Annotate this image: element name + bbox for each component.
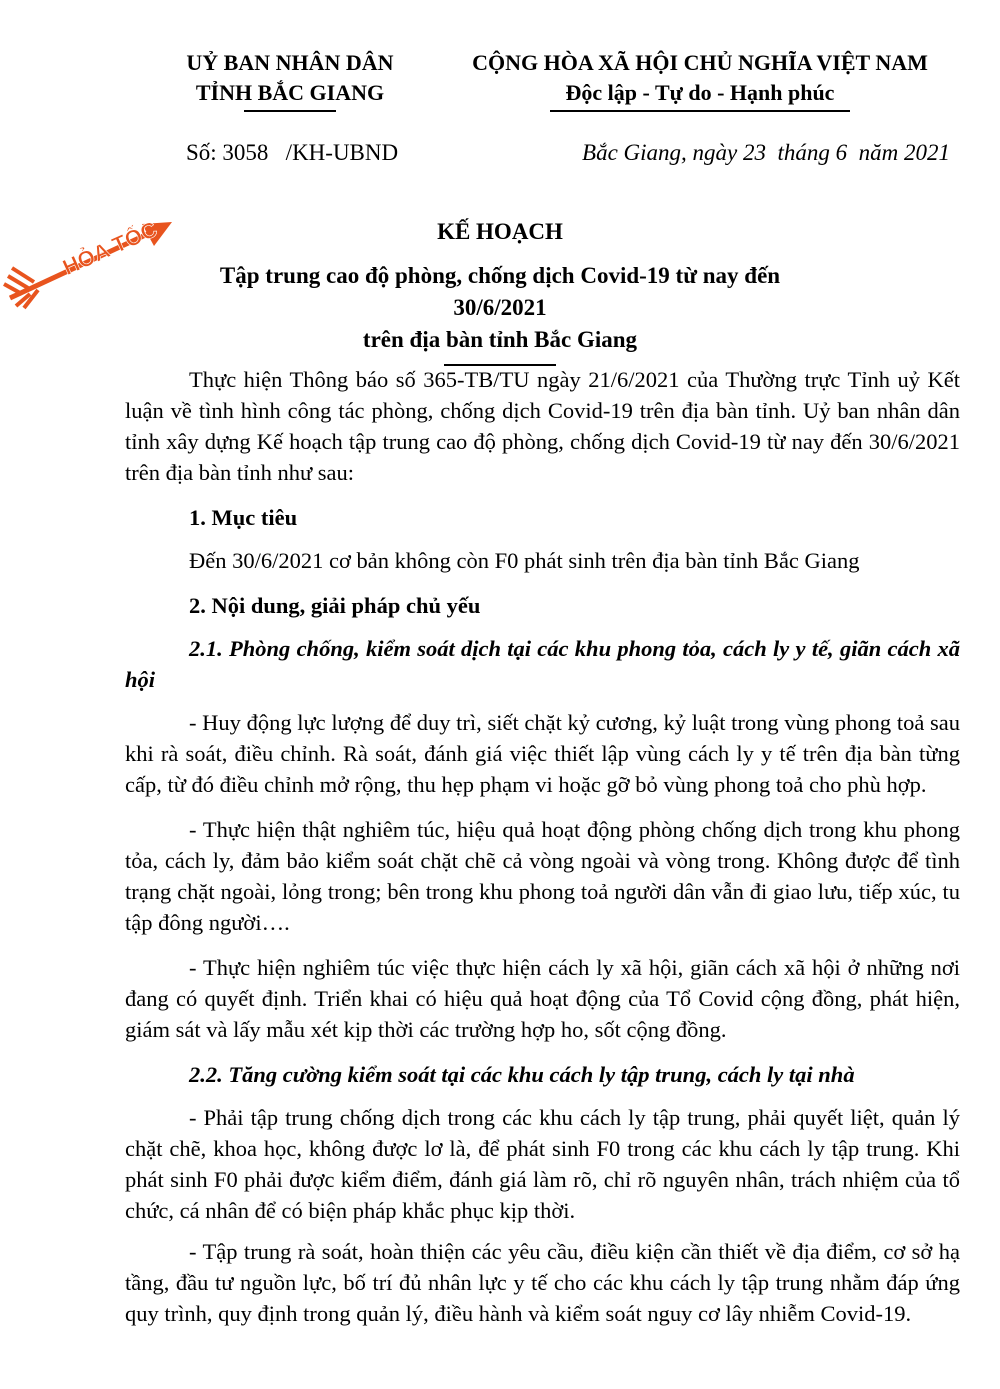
section-2-1-paragraph-1: - Huy động lực lượng để duy trì, siết chặt kỷ cương, kỷ luật trong vùng phong toả sau khi rà soát, điều chỉnh. Rà soát, đánh giá việc thiết lập vùng cách ly y tế trên địa bàn từng cấp, từ đó điều chỉnh mở rộng, thu hẹp phạm vi hoặc gỡ bỏ vùng phong toả cho phù hợp.: [125, 710, 960, 797]
nation-motto: Độc lập - Tự do - Hạnh phúc: [565, 80, 835, 105]
agency-line-2: TỈNH BẮC GIANG: [195, 80, 385, 105]
document-subtitle-2: trên địa bàn tỉnh Bắc Giang: [362, 327, 638, 352]
document-body: [125, 364, 960, 1343]
section-2-2-paragraph-2: - Tập trung rà soát, hoàn thiện các yêu cầu, điều kiện cần thiết về địa điểm, cơ sở hạ tầng, đầu tư nguồn lực, bố trí đủ nhân lực y tế cho các khu cách ly tập trung nhằm đáp ứng quy trình, quy định trong quản lý, điều hành và kiểm soát nguy cơ lây nhiễm Covid-19.: [125, 1239, 960, 1326]
intro-paragraph: Thực hiện Thông báo số 365-TB/TU ngày 21/6/2021 của Thường trực Tỉnh uỷ Kết luận về tình hình công tác phòng, chống dịch Covid-19 trên địa bàn tỉnh. Uỷ ban nhân dân tỉnh xây dựng Kế hoạch tập trung cao độ phòng, chống dịch Covid-19 từ nay đến 30/6/2021 trên địa bàn tỉnh như sau:: [125, 367, 960, 485]
agency-line-1: UỶ BAN NHÂN DÂN: [186, 50, 394, 75]
document-date: Bắc Giang, ngày 23 tháng 6 năm 2021: [582, 140, 950, 165]
section-2-1-paragraph-3: - Thực hiện nghiêm túc việc thực hiện cách ly xã hội, giãn cách xã hội ở những nơi đang có quyết định. Triển khai có hiệu quả hoạt động của Tổ Covid cộng đồng, phát hiện, giám sát và lấy mẫu xét kịp thời các trường hợp ho, sốt cộng đồng.: [125, 955, 960, 1042]
national-header: [430, 48, 970, 112]
section-1-heading: 1. Mục tiêu: [189, 505, 298, 530]
stamp-text: HỎA TỐC: [58, 216, 161, 281]
motto-underline: [550, 110, 850, 112]
section-1-text: Đến 30/6/2021 cơ bản không còn F0 phát sinh trên địa bàn tỉnh Bắc Giang: [189, 548, 860, 573]
section-2-2-paragraph-1: - Phải tập trung chống dịch trong các khu cách ly tập trung, phải quyết liệt, quản lý chặt chẽ, khoa học, không được lơ là, để phát sinh F0 trong các khu cách ly tập trung. Khi phát sinh F0 phải được kiểm điểm, đánh giá làm rõ, chỉ rõ nguyên nhân, trách nhiệm của tổ chức, cá nhân để có biện pháp khắc phục kịp thời.: [125, 1105, 960, 1223]
urgent-stamp-icon: [2, 210, 177, 310]
document-number: Số: 3058 /KH-UBND: [186, 140, 399, 165]
document-title: KẾ HOẠCH: [437, 219, 563, 244]
nation-line-1: CỘNG HÒA XÃ HỘI CHỦ NGHĨA VIỆT NAM: [472, 50, 928, 75]
issuing-agency: [150, 48, 430, 112]
document-title-block: [200, 216, 800, 366]
section-2-2-heading: 2.2. Tăng cường kiểm soát tại các khu cách ly tập trung, cách ly tại nhà: [189, 1062, 855, 1087]
section-2-heading: 2. Nội dung, giải pháp chủ yếu: [189, 593, 481, 618]
document-subtitle-1: Tập trung cao độ phòng, chống dịch Covid-19 từ nay đến 30/6/2021: [219, 263, 781, 320]
section-2-1-paragraph-2: - Thực hiện thật nghiêm túc, hiệu quả hoạt động phòng chống dịch trong khu phong tỏa, cách ly, đảm bảo kiểm soát chặt chẽ cả vòng ngoài và vòng trong. Không được để tình trạng chặt ngoài, lỏng trong; bên trong khu phong toả người dân vẫn đi giao lưu, tiếp xúc, tu tập đông người….: [125, 817, 960, 935]
agency-underline: [244, 110, 336, 112]
section-2-1-heading: 2.1. Phòng chống, kiểm soát dịch tại các khu phong tỏa, cách ly y tế, giãn cách xã hội: [125, 636, 960, 692]
